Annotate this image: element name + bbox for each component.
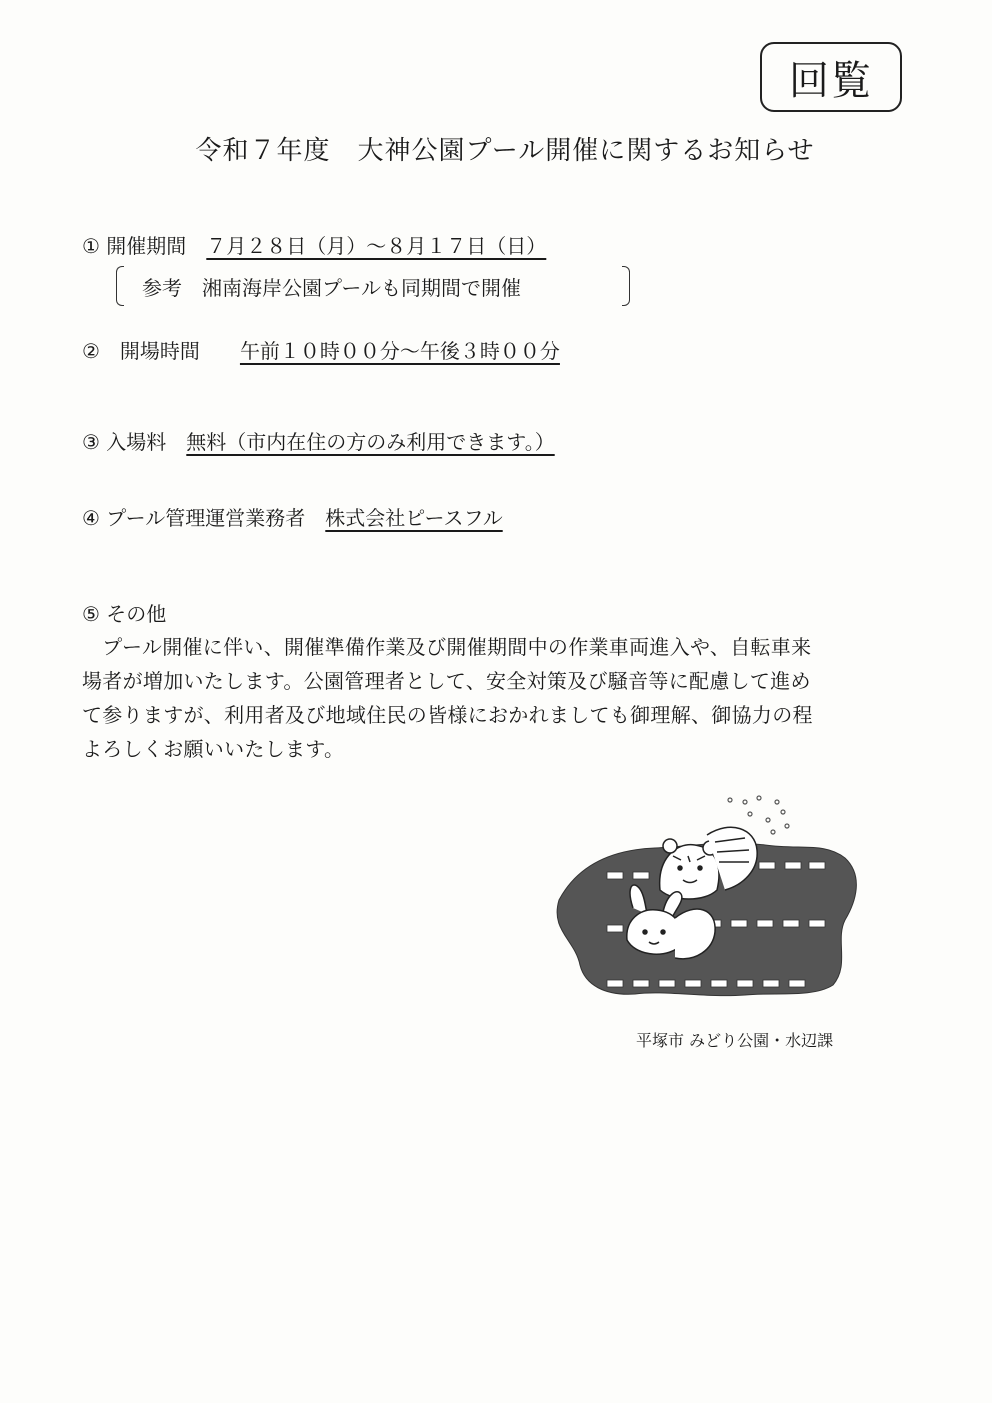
- item-fee-label: ③ 入場料: [82, 430, 187, 454]
- item-operator-value: 株式会社ピースフル: [325, 506, 503, 530]
- circulation-label: 回覧: [789, 57, 873, 104]
- item-hours-value: 午前１０時００分～午後３時００分: [239, 339, 560, 363]
- paragraph-line: プール開催に伴い、開催準備作業及び開催期間中の作業車両進入や、自転車来: [82, 635, 812, 659]
- item-period-label: ① 開催期間: [82, 234, 207, 258]
- bracket-right: [622, 266, 630, 306]
- pool-illustration: [545, 790, 865, 1005]
- item-hours: [82, 335, 560, 364]
- paragraph-line: 場者が増加いたします。公園管理者として、安全対策及び騒音等に配慮して進め: [82, 669, 811, 693]
- item-operator-label: ④ プール管理運営業務者: [82, 506, 326, 530]
- paragraph-line: て参りますが、利用者及び地域住民の皆様におかれましても御理解、御協力の程: [82, 703, 813, 727]
- item-fee: [82, 426, 555, 455]
- notice-title: 令和７年度 大神公園プール開催に関するお知らせ: [195, 136, 815, 166]
- issuer-footer: 平塚市 みどり公園・水辺課: [636, 1031, 834, 1050]
- reference-note: [116, 266, 630, 306]
- item-operator: [82, 502, 503, 531]
- item-fee-value: 無料（市内在住の方のみ利用できます。）: [186, 430, 555, 454]
- other-paragraph: [82, 630, 932, 766]
- item-period: [82, 230, 546, 259]
- other-heading: ⑤ その他: [82, 602, 167, 626]
- item-period-value: ７月２８日（月）～８月１７日（日）: [206, 234, 547, 258]
- circulation-badge: [760, 42, 902, 112]
- item-hours-label: ② 開場時間: [82, 339, 240, 363]
- reference-note-text: 参考 湘南海岸公園プールも同期間で開催: [142, 276, 521, 300]
- bracket-left: [116, 266, 124, 306]
- paragraph-line: よろしくお願いいたします。: [82, 737, 345, 761]
